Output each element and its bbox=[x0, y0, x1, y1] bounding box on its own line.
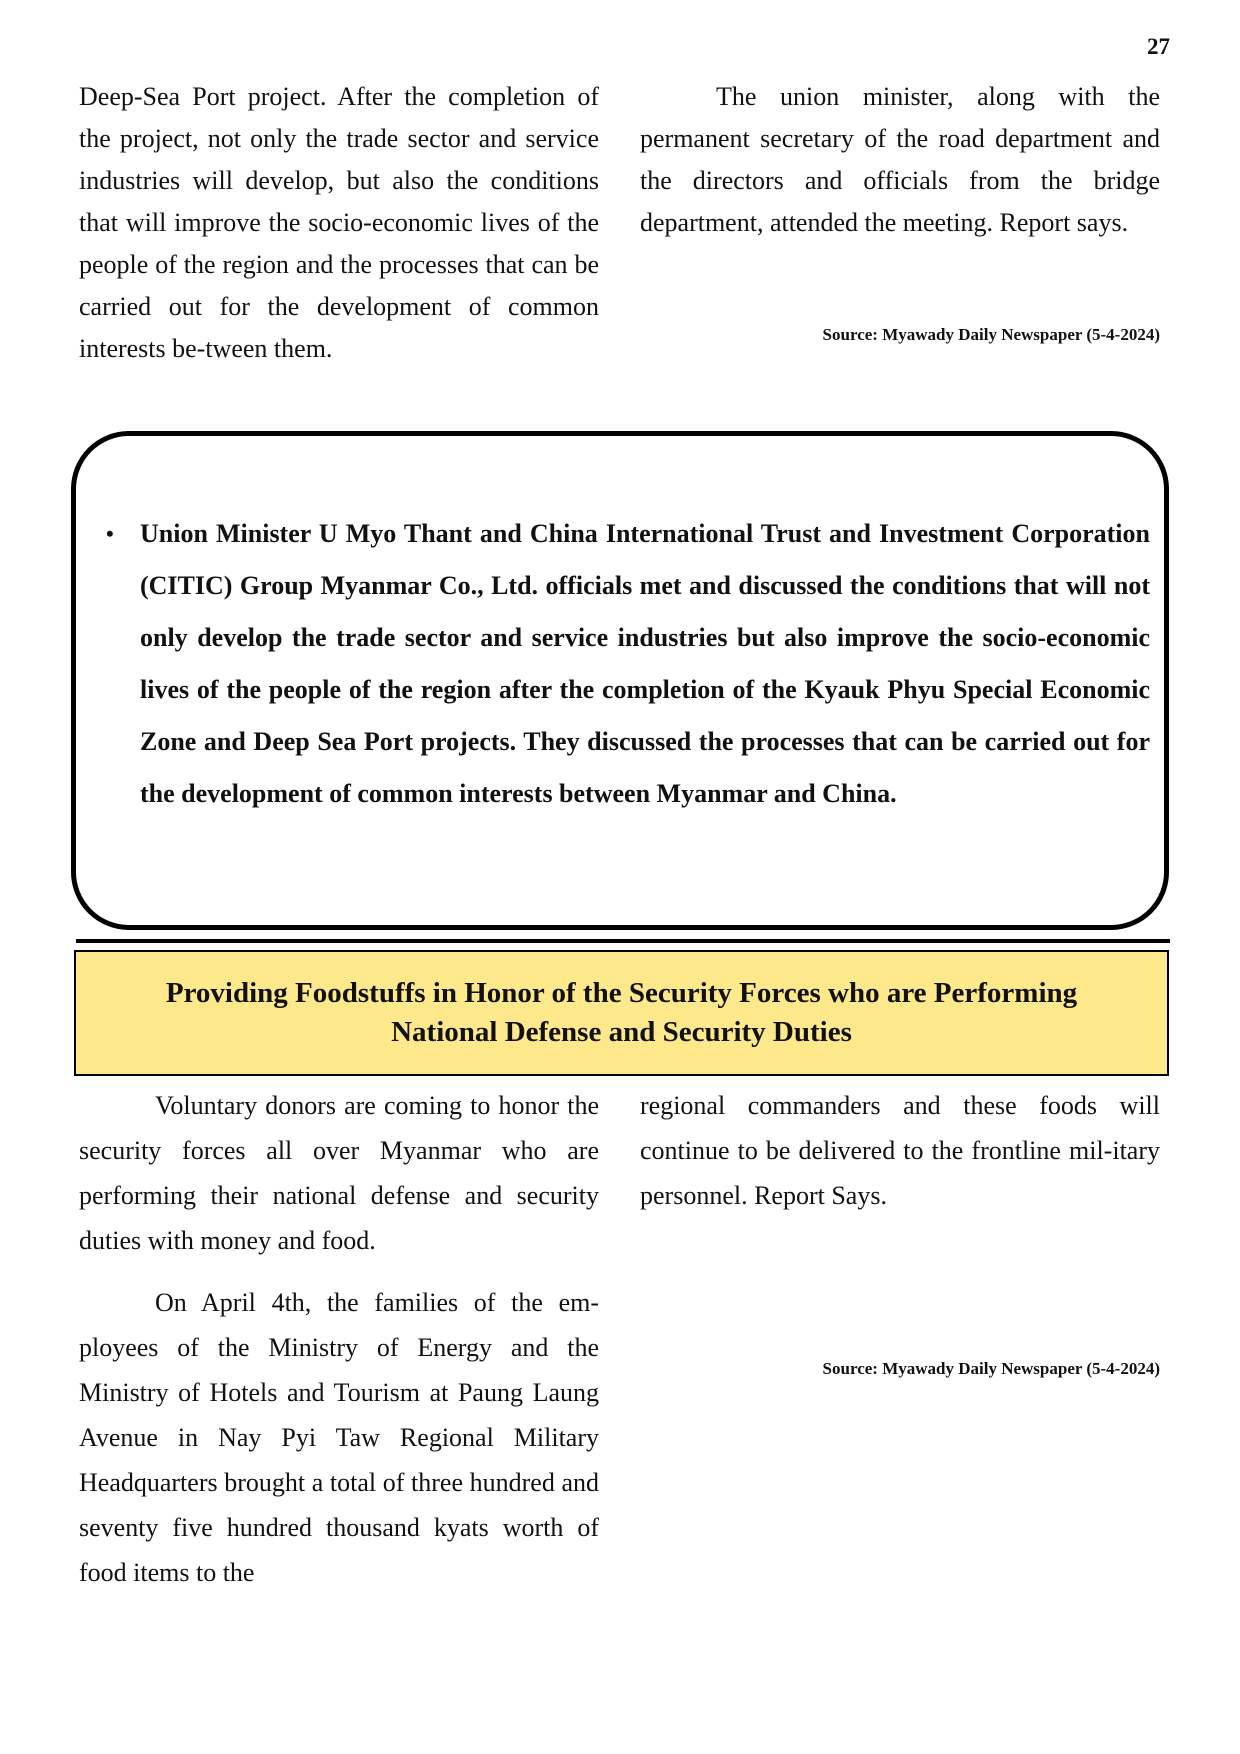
article1-left-column bbox=[79, 76, 599, 370]
article1-source: Source: Myawady Daily Newspaper (5-4-2024) bbox=[822, 325, 1160, 344]
article2-left-column bbox=[79, 1083, 599, 1595]
article2-left-paragraph-1: Voluntary donors are coming to honor the security forces all over Myanmar who are performing their national defense and security duties with money and food. bbox=[79, 1091, 599, 1255]
article1-right-column bbox=[640, 76, 1160, 244]
summary-text: Union Minister U Myo Thant and China International Trust and Investment Corporation (CITIC) Group Myanmar Co., Ltd. officials met and discussed the conditions that will not only develop the trade sector and service industries but also improve the socio-economic lives of the people of the region after the completion of the Kyauk Phyu Special Economic Zone and Deep Sea Port projects. They discussed the processes that can be carried out for the development of common interests between Myanmar and China. bbox=[140, 519, 1150, 808]
summary-list bbox=[106, 508, 1150, 820]
bullet-icon: • bbox=[106, 521, 114, 546]
article2-heading-box bbox=[74, 950, 1169, 1076]
article1-left-paragraph: Deep-Sea Port project. After the completion of the project, not only the trade sector and service industries will develop, but also the conditions that will improve the socio-economic lives of the people of the region and the processes that can be carried out for the development of common interests be-tween them. bbox=[79, 82, 599, 363]
article2-source: Source: Myawady Daily Newspaper (5-4-2024) bbox=[822, 1359, 1160, 1378]
article2-left-paragraph-2: On April 4th, the families of the em-ployees of the Ministry of Energy and the Ministry of Hotels and Tourism at Paung Laung Avenue in Nay Pyi Taw Regional Military Headquarters brought a total of three hundred and seventy five hundred thousand kyats worth of food items to the bbox=[79, 1288, 599, 1587]
summary-list-item bbox=[106, 508, 1150, 820]
article2-right-column bbox=[640, 1083, 1160, 1218]
article2-heading: Providing Foodstuffs in Honor of the Security Forces who are Performing National Defense and Security Duties bbox=[165, 977, 1078, 1048]
summary-box bbox=[71, 431, 1169, 930]
section-divider bbox=[76, 939, 1170, 943]
article2-right-paragraph: regional commanders and these foods will continue to be delivered to the frontline mil-itary personnel. Report Says. bbox=[640, 1091, 1160, 1210]
article1-right-paragraph: The union minister, along with the permanent secretary of the road department and the directors and officials from the bridge department, attended the meeting. Report says. bbox=[640, 82, 1160, 237]
page-number: 27 bbox=[1147, 34, 1170, 59]
